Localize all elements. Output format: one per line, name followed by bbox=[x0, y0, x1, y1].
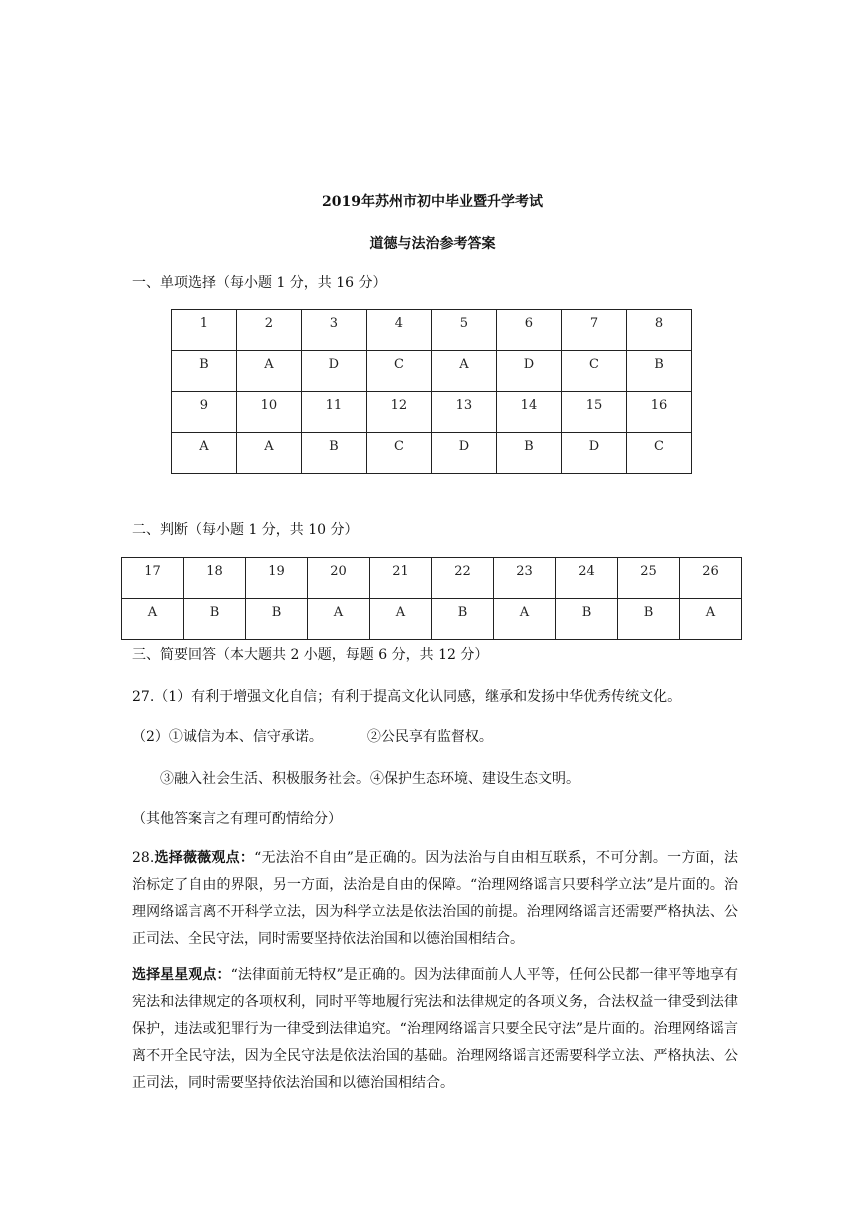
answer-cell: B bbox=[496, 433, 561, 474]
question-number-cell: 10 bbox=[236, 392, 301, 433]
q27-part2 bbox=[132, 724, 493, 751]
answer-cell: B bbox=[184, 599, 246, 640]
true-false-answer-table bbox=[121, 557, 742, 640]
q27-grading-note: （其他答案言之有理可酌情给分） bbox=[132, 811, 342, 827]
question-number-cell: 5 bbox=[431, 310, 496, 351]
answer-cell: B bbox=[246, 599, 308, 640]
question-number-cell: 2 bbox=[236, 310, 301, 351]
question-number-cell: 3 bbox=[301, 310, 366, 351]
question-number-cell: 11 bbox=[301, 392, 366, 433]
answer-cell: D bbox=[561, 433, 626, 474]
answer-cell: B bbox=[301, 433, 366, 474]
q27-part2-item2: ②公民享有监督权。 bbox=[366, 729, 493, 745]
answer-cell: A bbox=[236, 433, 301, 474]
answer-cell: A bbox=[172, 433, 237, 474]
question-number-cell: 16 bbox=[626, 392, 691, 433]
q28-number: 28. bbox=[132, 850, 155, 866]
table-row bbox=[172, 433, 692, 474]
answer-cell: B bbox=[618, 599, 680, 640]
answer-cell: C bbox=[626, 433, 691, 474]
answer-cell: B bbox=[432, 599, 494, 640]
q27-part2-item1: （2）①诚信为本、信守承诺。 bbox=[132, 729, 323, 745]
question-number-cell: 26 bbox=[680, 558, 742, 599]
q28-option-weiwei bbox=[132, 845, 738, 953]
answer-cell: A bbox=[308, 599, 370, 640]
question-number-cell: 24 bbox=[556, 558, 618, 599]
answer-cell: A bbox=[122, 599, 184, 640]
section3-heading: 三、简要回答（本大题共 2 小题，每题 6 分，共 12 分） bbox=[132, 647, 489, 663]
q28-text-weiwei: “无法治不自由”是正确的。因为法治与自由相互联系，不可分割。一方面，法治标定了自由的界限，另一方面，法治是自由的保障。“治理网络谣言只要科学立法”是片面的。治理网络谣言离不开科学立法，因为科学立法是依法治国的前提。治理网络谣言还需要严格执法、公正司法、全民守法，同时需要坚持依法治国和以德治国相结合。 bbox=[132, 850, 739, 947]
question-number-cell: 12 bbox=[366, 392, 431, 433]
answer-cell: A bbox=[236, 351, 301, 392]
question-number-cell: 13 bbox=[431, 392, 496, 433]
question-number-cell: 7 bbox=[561, 310, 626, 351]
q27-part1: 27.（1）有利于增强文化自信；有利于提高文化认同感，继承和发扬中华优秀传统文化。 bbox=[132, 689, 682, 705]
q27-part2-items: ③融入社会生活、积极服务社会。④保护生态环境、建设生态文明。 bbox=[160, 771, 580, 787]
answer-cell: A bbox=[431, 351, 496, 392]
q28-label-weiwei: 选择薇薇观点： bbox=[154, 850, 255, 866]
question-number-cell: 25 bbox=[618, 558, 680, 599]
question-number-cell: 18 bbox=[184, 558, 246, 599]
question-number-cell: 19 bbox=[246, 558, 308, 599]
question-number-cell: 23 bbox=[494, 558, 556, 599]
answer-cell: B bbox=[556, 599, 618, 640]
table-row bbox=[122, 558, 742, 599]
page-subtitle: 道德与法治参考答案 bbox=[369, 236, 496, 252]
section2-heading: 二、判断（每小题 1 分，共 10 分） bbox=[132, 522, 359, 538]
question-number-cell: 22 bbox=[432, 558, 494, 599]
q28-label-xingxing: 选择星星观点： bbox=[132, 967, 231, 983]
table-row bbox=[172, 351, 692, 392]
question-number-cell: 4 bbox=[366, 310, 431, 351]
answer-cell: B bbox=[626, 351, 691, 392]
question-number-cell: 20 bbox=[308, 558, 370, 599]
page-title: 2019年苏州市初中毕业暨升学考试 bbox=[322, 194, 543, 210]
q28-option-xingxing bbox=[132, 962, 738, 1097]
table-row bbox=[172, 310, 692, 351]
section1-heading: 一、单项选择（每小题 1 分，共 16 分） bbox=[132, 275, 387, 291]
single-choice-answer-table bbox=[171, 309, 692, 474]
answer-cell: D bbox=[301, 351, 366, 392]
table-row bbox=[122, 599, 742, 640]
question-number-cell: 14 bbox=[496, 392, 561, 433]
question-number-cell: 17 bbox=[122, 558, 184, 599]
question-number-cell: 21 bbox=[370, 558, 432, 599]
question-number-cell: 6 bbox=[496, 310, 561, 351]
question-number-cell: 15 bbox=[561, 392, 626, 433]
question-number-cell: 1 bbox=[172, 310, 237, 351]
answer-cell: A bbox=[680, 599, 742, 640]
table-row bbox=[172, 392, 692, 433]
answer-cell: A bbox=[370, 599, 432, 640]
answer-cell: B bbox=[172, 351, 237, 392]
q28-text-xingxing: “法律面前无特权”是正确的。因为法律面前人人平等，任何公民都一律平等地享有宪法和法律规定的各项权利，同时平等地履行宪法和法律规定的各项义务，合法权益一律受到法律保护，违法或犯罪行为一律受到法律追究。“治理网络谣言只要全民守法”是片面的。治理网络谣言离不开全民守法，因为全民守法是依法治国的基础。治理网络谣言还需要科学立法、严格执法、公正司法，同时需要坚持依法治国和以德治国相结合。 bbox=[132, 967, 739, 1091]
answer-cell: C bbox=[561, 351, 626, 392]
question-number-cell: 8 bbox=[626, 310, 691, 351]
answer-cell: C bbox=[366, 351, 431, 392]
answer-cell: D bbox=[496, 351, 561, 392]
answer-cell: C bbox=[366, 433, 431, 474]
answer-cell: A bbox=[494, 599, 556, 640]
answer-cell: D bbox=[431, 433, 496, 474]
question-number-cell: 9 bbox=[172, 392, 237, 433]
